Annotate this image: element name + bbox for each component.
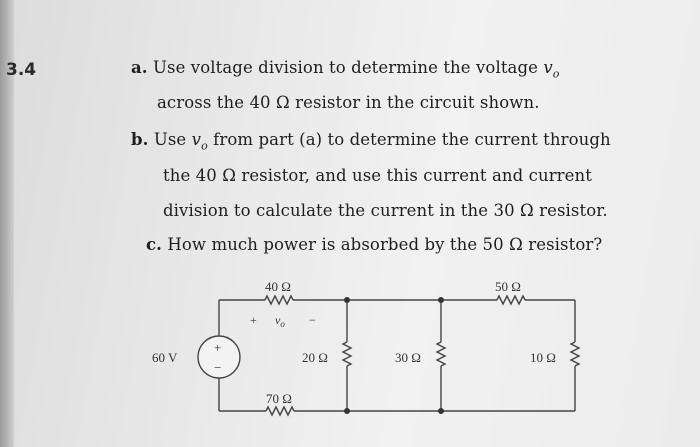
- r30-label: 30 Ω: [395, 350, 421, 365]
- source-plus-sign: +: [214, 340, 222, 355]
- source-minus-sign: −: [214, 360, 222, 375]
- r50-label: 50 Ω: [495, 279, 521, 294]
- vo-minus-sign: −: [309, 313, 316, 327]
- resistor-10: [571, 342, 579, 366]
- r70-label: 70 Ω: [266, 391, 292, 406]
- part-b-line-3: division to calculate the current in the 30 Ω resistor.: [163, 201, 608, 220]
- r10-label: 10 Ω: [530, 350, 556, 365]
- part-c-text: How much power is absorbed by the 50 Ω resistor?: [167, 235, 603, 254]
- resistor-70: [266, 407, 294, 415]
- node-top-30: [438, 297, 444, 303]
- part-a-vo: $v_o$: [543, 58, 560, 81]
- node-bottom-30: [438, 408, 444, 414]
- part-a-line-2: across the 40 Ω resistor in the circuit shown.: [157, 93, 540, 112]
- part-b-label: b.: [131, 130, 149, 149]
- r40-label: 40 Ω: [265, 279, 291, 294]
- part-b-text-post: from part (a) to determine the current through: [213, 130, 611, 149]
- source-label: 60 V: [152, 350, 178, 365]
- r20-label: 20 Ω: [302, 350, 328, 365]
- resistor-40: [265, 296, 293, 304]
- node-bottom-20: [344, 408, 350, 414]
- problem-number: 3.4: [6, 60, 37, 80]
- vo-label: $v_o$: [275, 313, 285, 329]
- vo-plus-sign: +: [250, 313, 257, 327]
- part-b-text-pre: Use: [153, 130, 187, 149]
- node-top-20: [344, 297, 350, 303]
- part-a-text-1: Use voltage division to determine the voltage: [153, 58, 539, 77]
- part-b-vo: $v_o$: [191, 130, 208, 153]
- resistor-30: [437, 342, 445, 366]
- resistor-20: [343, 342, 351, 366]
- part-c-label: c.: [146, 235, 162, 254]
- part-b-line-2: the 40 Ω resistor, and use this current and current: [163, 166, 592, 185]
- resistor-50: [497, 296, 525, 304]
- part-a-label: a.: [131, 58, 148, 77]
